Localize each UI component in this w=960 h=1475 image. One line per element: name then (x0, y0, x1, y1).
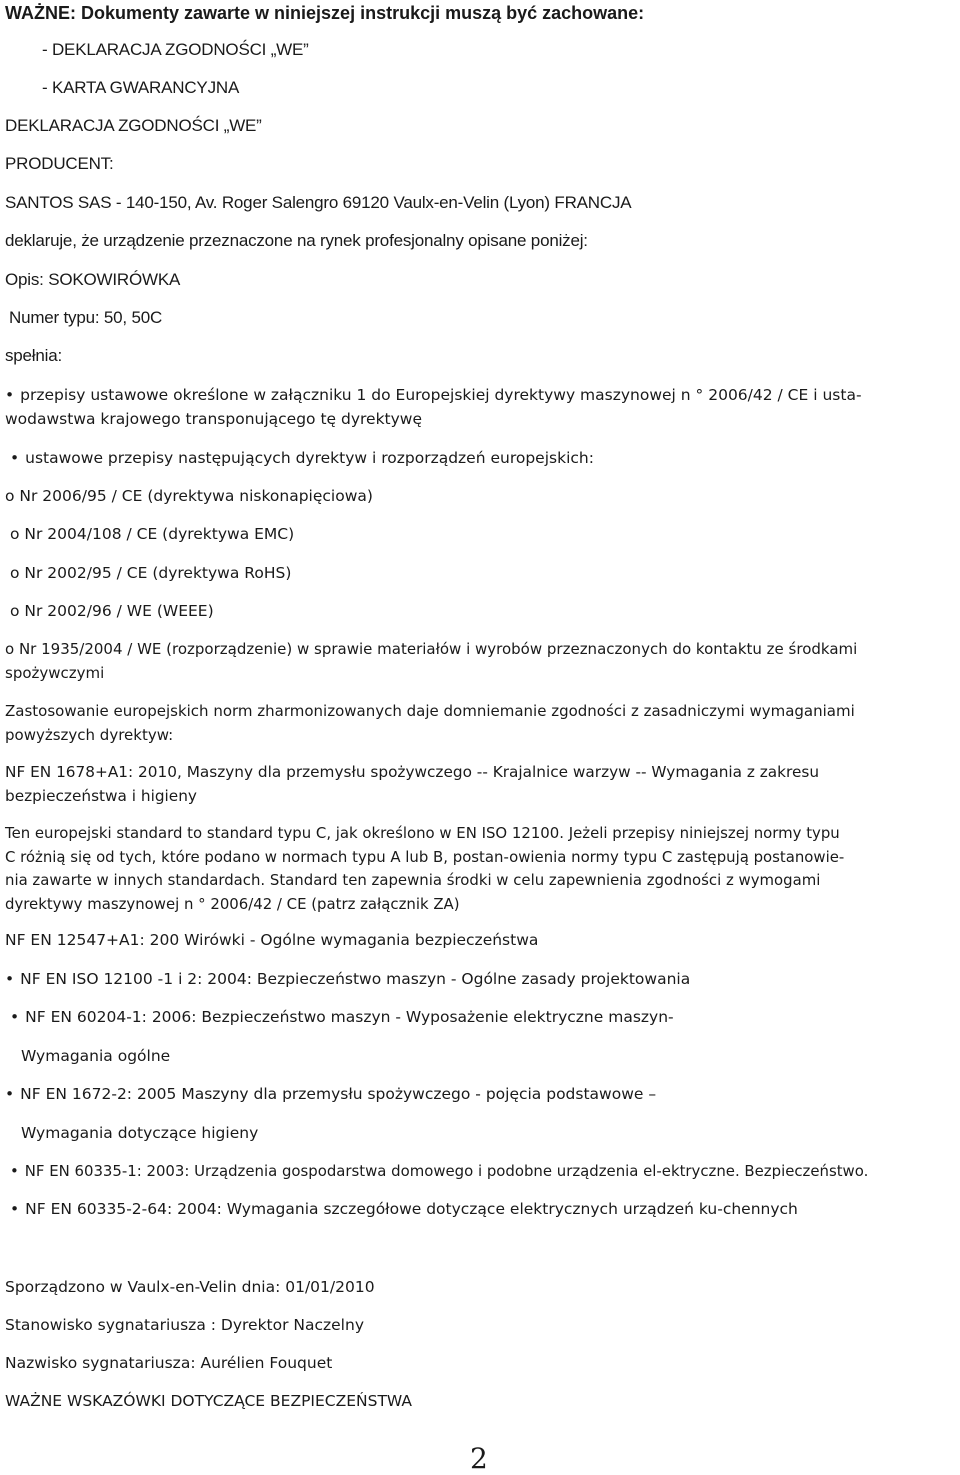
required-doc-warranty: - KARTA GWARANCYJNA (42, 78, 240, 97)
signature-place-date: Sporządzono w Vaulx-en-Velin dnia: 01/01/2010 (5, 1278, 375, 1296)
paragraph-line: Ten europejski standard to standard typu C, jak określono w EN ISO 12100. Jeżeli przepisy niniejszej normy typu (5, 824, 840, 842)
product-type-number: Numer typu: 50, 50C (9, 308, 163, 327)
standards-intro-line: Zastosowanie europejskich norm zharmonizowanych daje domniemanie zgodności z zasadniczymi wymaganiami (5, 702, 855, 720)
directive-item: o Nr 2002/96 / WE (WEEE) (10, 602, 214, 620)
standard-en-60204-cont: Wymagania ogólne (21, 1047, 171, 1065)
product-description: Opis: SOKOWIRÓWKA (5, 270, 181, 289)
standard-en-1672: • NF EN 1672-2: 2005 Maszyny dla przemysłu spożywczego - pojęcia podstawowe – (5, 1083, 656, 1106)
paragraph-line: nia zawarte w innych standardach. Standard ten zapewnia środki w celu zapewnienia zgodności z wymogami (5, 871, 821, 889)
requirement-line: • przepisy ustawowe określone w załączniku 1 do Europejskiej dyrektywy maszynowej n ° 2006/42 / CE i usta- (5, 384, 955, 408)
required-doc-declaration: - DEKLARACJA ZGODNOŚCI „WE” (42, 40, 309, 59)
standard-en-60335-1: • NF EN 60335-1: 2003: Urządzenia gospodarstwa domowego i podobne urządzenia el-ektryczne. Bezpieczeństwo. (10, 1160, 868, 1183)
signatory-position: Stanowisko sygnatariusza : Dyrektor Naczelny (5, 1316, 364, 1334)
standard-line: NF EN 1678+A1: 2010, Maszyny dla przemysłu spożywczego -- Krajalnice warzyw -- Wymagania z zakresu (5, 763, 820, 781)
signatory-name: Nazwisko sygnatariusza: Aurélien Fouquet (5, 1354, 333, 1372)
directive-item: o Nr 2006/95 / CE (dyrektywa niskonapięciowa) (5, 487, 373, 505)
paragraph-line: C różnią się od tych, które podano w normach typu A lub B, postan-owienia normy typu C zastępują postanowie- (5, 847, 845, 866)
standard-nf-en-12547: NF EN 12547+A1: 200 Wirówki - Ogólne wymagania bezpieczeństwa (5, 931, 539, 949)
standard-iso-12100: • NF EN ISO 12100 -1 i 2: 2004: Bezpieczeństwo maszyn - Ogólne zasady projektowania (5, 968, 690, 991)
producer-label: PRODUCENT: (5, 154, 114, 173)
declaration-title: DEKLARACJA ZGODNOŚCI „WE” (5, 116, 262, 135)
standards-intro-line: powyższych dyrektyw: (5, 725, 174, 744)
directive-item: o Nr 2002/95 / CE (dyrektywa RoHS) (10, 564, 292, 582)
standard-en-1672-cont: Wymagania dotyczące higieny (21, 1124, 259, 1142)
producer-address: SANTOS SAS - 140-150, Av. Roger Salengro 69120 Vaulx-en-Velin (Lyon) FRANCJA (5, 193, 632, 212)
type-c-standard-paragraph (5, 822, 955, 916)
directive-item-food-contact (5, 638, 955, 685)
page-number: 2 (470, 1442, 488, 1475)
declaration-statement: deklaruje, że urządzenie przeznaczone na rynek profesjonalny opisane poniżej: (5, 231, 588, 250)
standard-line: bezpieczeństwa i higieny (5, 786, 197, 805)
standard-en-60335-2-64: • NF EN 60335-2-64: 2004: Wymagania szczegółowe dotyczące elektrycznych urządzeń ku-chennych (10, 1198, 798, 1221)
directive-line: o Nr 1935/2004 / WE (rozporządzenie) w sprawie materiałów i wyrobów przeznaczonych do kontaktu ze środkami (5, 640, 858, 658)
directive-line: spożywczymi (5, 663, 105, 682)
safety-instructions-heading: WAŻNE WSKAZÓWKI DOTYCZĄCE BEZPIECZEŃSTWA (5, 1392, 412, 1410)
standard-nf-en-1678 (5, 761, 955, 808)
important-notice: WAŻNE: Dokumenty zawarte w niniejszej instrukcji muszą być zachowane: (5, 3, 645, 23)
paragraph-line: dyrektywy maszynowej n ° 2006/42 / CE (patrz załącznik ZA) (5, 894, 460, 913)
directive-item: o Nr 2004/108 / CE (dyrektywa EMC) (10, 525, 295, 543)
requirement-eu-regulations: • ustawowe przepisy następujących dyrektyw i rozporządzeń europejskich: (10, 447, 594, 470)
requirement-machinery-directive (5, 384, 955, 431)
requirement-line: wodawstwa krajowego transponującego tę dyrektywę (5, 409, 423, 428)
standard-en-60204: • NF EN 60204-1: 2006: Bezpieczeństwo maszyn - Wyposażenie elektryczne maszyn- (10, 1006, 674, 1029)
harmonized-standards-intro (5, 700, 955, 747)
meets-label: spełnia: (5, 346, 62, 365)
